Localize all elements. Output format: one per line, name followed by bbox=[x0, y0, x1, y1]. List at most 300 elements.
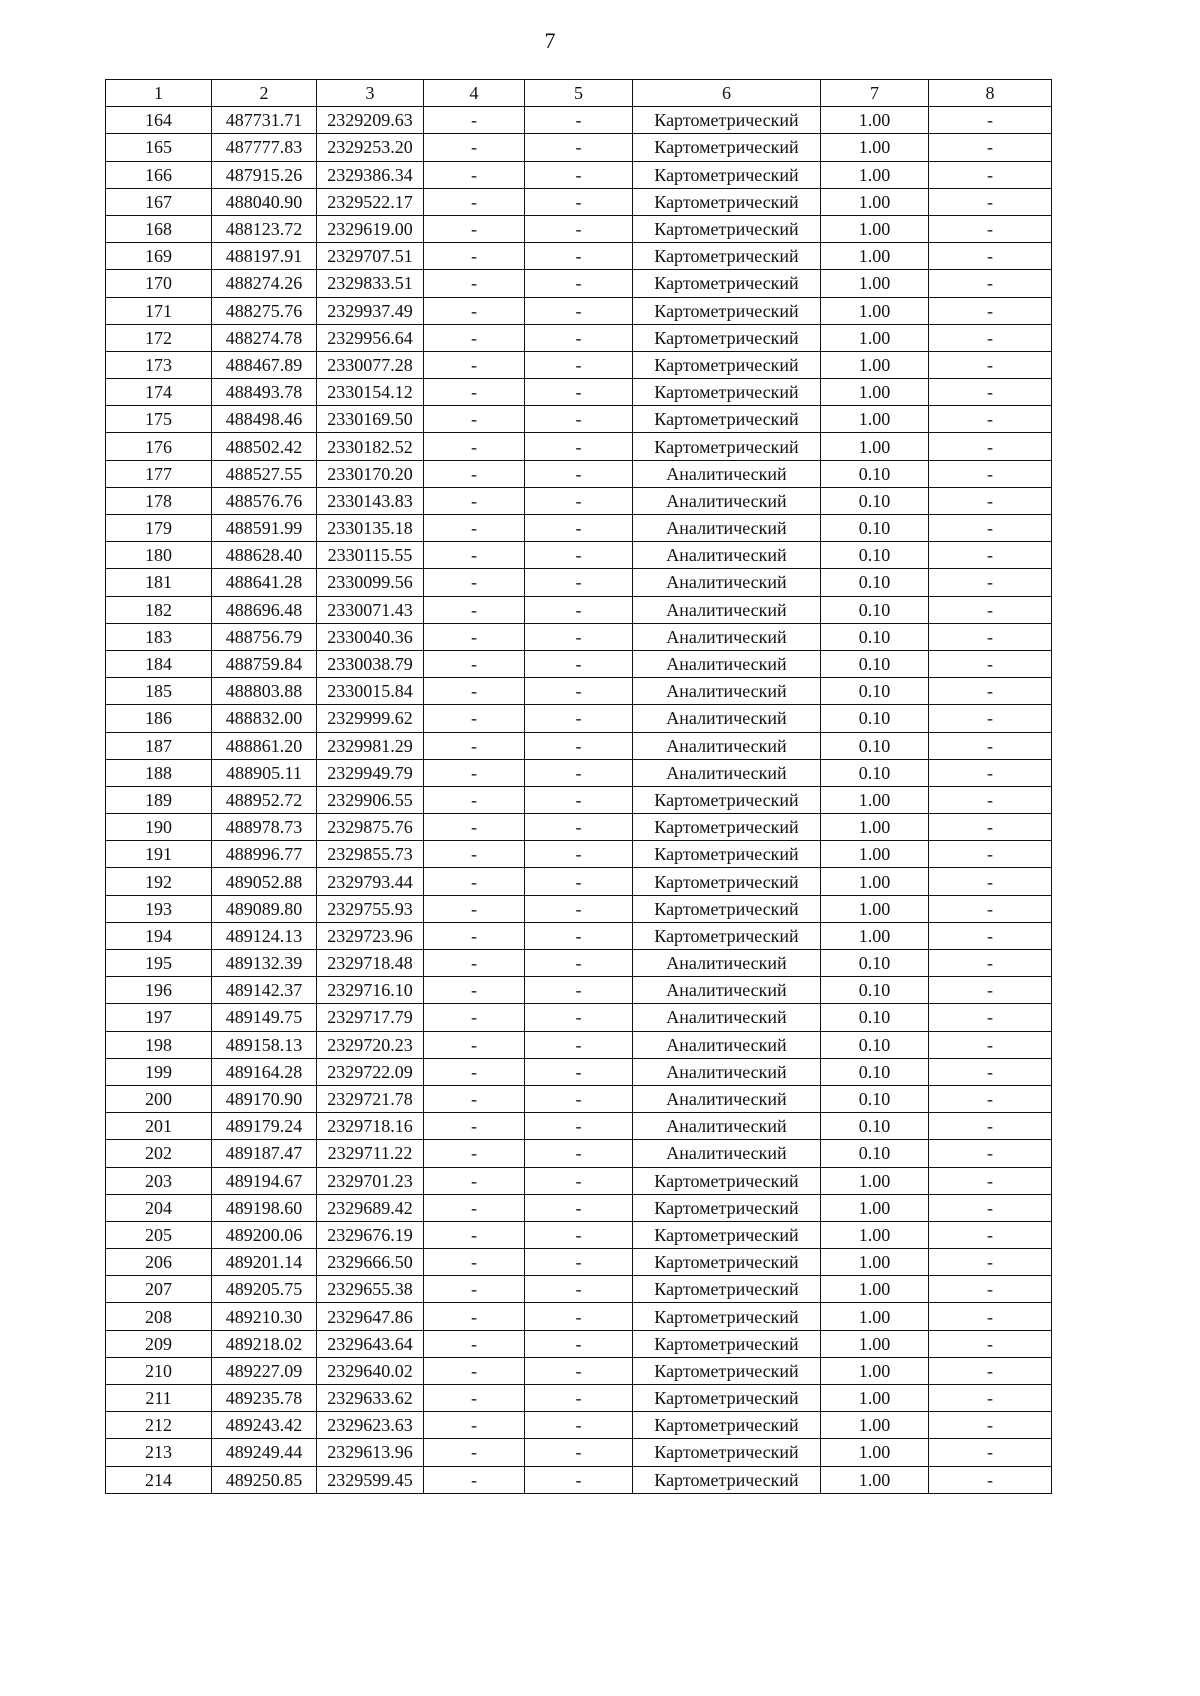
table-row bbox=[106, 1167, 1052, 1194]
y-coordinate-cell: 2329253.20 bbox=[317, 134, 424, 161]
method-cell: Картометрический bbox=[633, 107, 821, 134]
col5-cell: - bbox=[525, 460, 633, 487]
x-coordinate-cell: 489235.78 bbox=[212, 1385, 317, 1412]
col5-cell: - bbox=[525, 297, 633, 324]
method-cell: Аналитический bbox=[633, 1085, 821, 1112]
table-row bbox=[106, 1385, 1052, 1412]
accuracy-cell: 0.10 bbox=[821, 705, 929, 732]
y-coordinate-cell: 2330135.18 bbox=[317, 515, 424, 542]
point-number-cell: 194 bbox=[106, 922, 212, 949]
column-header: 4 bbox=[424, 80, 525, 107]
col8-cell: - bbox=[929, 487, 1052, 514]
accuracy-cell: 1.00 bbox=[821, 1194, 929, 1221]
x-coordinate-cell: 488756.79 bbox=[212, 623, 317, 650]
y-coordinate-cell: 2330040.36 bbox=[317, 623, 424, 650]
col4-cell: - bbox=[424, 1276, 525, 1303]
col8-cell: - bbox=[929, 841, 1052, 868]
col4-cell: - bbox=[424, 732, 525, 759]
col4-cell: - bbox=[424, 297, 525, 324]
col4-cell: - bbox=[424, 134, 525, 161]
accuracy-cell: 0.10 bbox=[821, 1031, 929, 1058]
table-row bbox=[106, 922, 1052, 949]
table-row bbox=[106, 1303, 1052, 1330]
accuracy-cell: 0.10 bbox=[821, 678, 929, 705]
x-coordinate-cell: 489250.85 bbox=[212, 1466, 317, 1493]
method-cell: Картометрический bbox=[633, 1276, 821, 1303]
col4-cell: - bbox=[424, 487, 525, 514]
accuracy-cell: 1.00 bbox=[821, 379, 929, 406]
table-row bbox=[106, 351, 1052, 378]
method-cell: Картометрический bbox=[633, 895, 821, 922]
accuracy-cell: 1.00 bbox=[821, 1466, 929, 1493]
table-body bbox=[106, 107, 1052, 1494]
table-row bbox=[106, 1221, 1052, 1248]
y-coordinate-cell: 2329720.23 bbox=[317, 1031, 424, 1058]
col8-cell: - bbox=[929, 732, 1052, 759]
accuracy-cell: 1.00 bbox=[821, 433, 929, 460]
col5-cell: - bbox=[525, 188, 633, 215]
col8-cell: - bbox=[929, 134, 1052, 161]
x-coordinate-cell: 489170.90 bbox=[212, 1085, 317, 1112]
x-coordinate-cell: 488467.89 bbox=[212, 351, 317, 378]
point-number-cell: 168 bbox=[106, 215, 212, 242]
method-cell: Картометрический bbox=[633, 1167, 821, 1194]
method-cell: Картометрический bbox=[633, 161, 821, 188]
col5-cell: - bbox=[525, 379, 633, 406]
table-row bbox=[106, 895, 1052, 922]
x-coordinate-cell: 489187.47 bbox=[212, 1140, 317, 1167]
coordinates-table bbox=[105, 79, 1052, 1494]
table-header-row bbox=[106, 80, 1052, 107]
table-row bbox=[106, 569, 1052, 596]
accuracy-cell: 1.00 bbox=[821, 1385, 929, 1412]
point-number-cell: 184 bbox=[106, 650, 212, 677]
col5-cell: - bbox=[525, 1466, 633, 1493]
y-coordinate-cell: 2329956.64 bbox=[317, 324, 424, 351]
y-coordinate-cell: 2329623.63 bbox=[317, 1412, 424, 1439]
table-row bbox=[106, 1357, 1052, 1384]
method-cell: Аналитический bbox=[633, 542, 821, 569]
point-number-cell: 185 bbox=[106, 678, 212, 705]
method-cell: Картометрический bbox=[633, 433, 821, 460]
col8-cell: - bbox=[929, 188, 1052, 215]
x-coordinate-cell: 489149.75 bbox=[212, 1004, 317, 1031]
col8-cell: - bbox=[929, 351, 1052, 378]
point-number-cell: 178 bbox=[106, 487, 212, 514]
x-coordinate-cell: 488040.90 bbox=[212, 188, 317, 215]
point-number-cell: 180 bbox=[106, 542, 212, 569]
method-cell: Картометрический bbox=[633, 188, 821, 215]
y-coordinate-cell: 2329981.29 bbox=[317, 732, 424, 759]
accuracy-cell: 1.00 bbox=[821, 406, 929, 433]
x-coordinate-cell: 488502.42 bbox=[212, 433, 317, 460]
col4-cell: - bbox=[424, 950, 525, 977]
col5-cell: - bbox=[525, 1439, 633, 1466]
y-coordinate-cell: 2329716.10 bbox=[317, 977, 424, 1004]
accuracy-cell: 0.10 bbox=[821, 732, 929, 759]
col5-cell: - bbox=[525, 623, 633, 650]
method-cell: Аналитический bbox=[633, 977, 821, 1004]
x-coordinate-cell: 489164.28 bbox=[212, 1058, 317, 1085]
col8-cell: - bbox=[929, 705, 1052, 732]
y-coordinate-cell: 2330015.84 bbox=[317, 678, 424, 705]
x-coordinate-cell: 488628.40 bbox=[212, 542, 317, 569]
point-number-cell: 192 bbox=[106, 868, 212, 895]
accuracy-cell: 1.00 bbox=[821, 1249, 929, 1276]
accuracy-cell: 1.00 bbox=[821, 786, 929, 813]
x-coordinate-cell: 489198.60 bbox=[212, 1194, 317, 1221]
x-coordinate-cell: 488641.28 bbox=[212, 569, 317, 596]
method-cell: Картометрический bbox=[633, 1194, 821, 1221]
table-row bbox=[106, 379, 1052, 406]
col8-cell: - bbox=[929, 270, 1052, 297]
method-cell: Аналитический bbox=[633, 596, 821, 623]
y-coordinate-cell: 2329701.23 bbox=[317, 1167, 424, 1194]
col5-cell: - bbox=[525, 1085, 633, 1112]
method-cell: Картометрический bbox=[633, 1439, 821, 1466]
column-header: 5 bbox=[525, 80, 633, 107]
table-row bbox=[106, 1031, 1052, 1058]
accuracy-cell: 1.00 bbox=[821, 107, 929, 134]
col8-cell: - bbox=[929, 297, 1052, 324]
y-coordinate-cell: 2329711.22 bbox=[317, 1140, 424, 1167]
point-number-cell: 210 bbox=[106, 1357, 212, 1384]
y-coordinate-cell: 2330182.52 bbox=[317, 433, 424, 460]
point-number-cell: 202 bbox=[106, 1140, 212, 1167]
table-row bbox=[106, 977, 1052, 1004]
accuracy-cell: 0.10 bbox=[821, 950, 929, 977]
point-number-cell: 182 bbox=[106, 596, 212, 623]
accuracy-cell: 0.10 bbox=[821, 1004, 929, 1031]
col8-cell: - bbox=[929, 895, 1052, 922]
col4-cell: - bbox=[424, 1412, 525, 1439]
x-coordinate-cell: 487777.83 bbox=[212, 134, 317, 161]
point-number-cell: 172 bbox=[106, 324, 212, 351]
y-coordinate-cell: 2329640.02 bbox=[317, 1357, 424, 1384]
point-number-cell: 183 bbox=[106, 623, 212, 650]
method-cell: Аналитический bbox=[633, 569, 821, 596]
method-cell: Аналитический bbox=[633, 650, 821, 677]
x-coordinate-cell: 489243.42 bbox=[212, 1412, 317, 1439]
x-coordinate-cell: 488576.76 bbox=[212, 487, 317, 514]
col8-cell: - bbox=[929, 1439, 1052, 1466]
col8-cell: - bbox=[929, 1276, 1052, 1303]
col5-cell: - bbox=[525, 814, 633, 841]
col5-cell: - bbox=[525, 950, 633, 977]
point-number-cell: 171 bbox=[106, 297, 212, 324]
col4-cell: - bbox=[424, 922, 525, 949]
col8-cell: - bbox=[929, 1004, 1052, 1031]
table-row bbox=[106, 406, 1052, 433]
col4-cell: - bbox=[424, 1140, 525, 1167]
table-row bbox=[106, 732, 1052, 759]
accuracy-cell: 0.10 bbox=[821, 977, 929, 1004]
col8-cell: - bbox=[929, 786, 1052, 813]
method-cell: Картометрический bbox=[633, 1249, 821, 1276]
method-cell: Аналитический bbox=[633, 705, 821, 732]
point-number-cell: 190 bbox=[106, 814, 212, 841]
col5-cell: - bbox=[525, 705, 633, 732]
col8-cell: - bbox=[929, 950, 1052, 977]
col5-cell: - bbox=[525, 324, 633, 351]
column-header: 7 bbox=[821, 80, 929, 107]
point-number-cell: 179 bbox=[106, 515, 212, 542]
col8-cell: - bbox=[929, 215, 1052, 242]
method-cell: Картометрический bbox=[633, 351, 821, 378]
point-number-cell: 208 bbox=[106, 1303, 212, 1330]
col4-cell: - bbox=[424, 1330, 525, 1357]
y-coordinate-cell: 2330143.83 bbox=[317, 487, 424, 514]
accuracy-cell: 0.10 bbox=[821, 460, 929, 487]
col4-cell: - bbox=[424, 1249, 525, 1276]
y-coordinate-cell: 2329833.51 bbox=[317, 270, 424, 297]
method-cell: Аналитический bbox=[633, 1004, 821, 1031]
col8-cell: - bbox=[929, 324, 1052, 351]
col8-cell: - bbox=[929, 814, 1052, 841]
method-cell: Аналитический bbox=[633, 950, 821, 977]
table-row bbox=[106, 1140, 1052, 1167]
accuracy-cell: 0.10 bbox=[821, 542, 929, 569]
col5-cell: - bbox=[525, 895, 633, 922]
col4-cell: - bbox=[424, 1439, 525, 1466]
col8-cell: - bbox=[929, 569, 1052, 596]
col8-cell: - bbox=[929, 596, 1052, 623]
col5-cell: - bbox=[525, 1412, 633, 1439]
point-number-cell: 198 bbox=[106, 1031, 212, 1058]
col5-cell: - bbox=[525, 678, 633, 705]
x-coordinate-cell: 488803.88 bbox=[212, 678, 317, 705]
col8-cell: - bbox=[929, 1031, 1052, 1058]
x-coordinate-cell: 488905.11 bbox=[212, 759, 317, 786]
col8-cell: - bbox=[929, 1167, 1052, 1194]
col5-cell: - bbox=[525, 732, 633, 759]
accuracy-cell: 0.10 bbox=[821, 569, 929, 596]
col5-cell: - bbox=[525, 868, 633, 895]
point-number-cell: 175 bbox=[106, 406, 212, 433]
col5-cell: - bbox=[525, 977, 633, 1004]
table-row bbox=[106, 814, 1052, 841]
col4-cell: - bbox=[424, 270, 525, 297]
table-row bbox=[106, 1113, 1052, 1140]
col4-cell: - bbox=[424, 705, 525, 732]
table-row bbox=[106, 1330, 1052, 1357]
table-row bbox=[106, 868, 1052, 895]
accuracy-cell: 1.00 bbox=[821, 841, 929, 868]
table-row bbox=[106, 243, 1052, 270]
point-number-cell: 204 bbox=[106, 1194, 212, 1221]
col5-cell: - bbox=[525, 351, 633, 378]
col5-cell: - bbox=[525, 215, 633, 242]
y-coordinate-cell: 2329633.62 bbox=[317, 1385, 424, 1412]
column-header: 2 bbox=[212, 80, 317, 107]
col8-cell: - bbox=[929, 623, 1052, 650]
table-row bbox=[106, 786, 1052, 813]
method-cell: Картометрический bbox=[633, 324, 821, 351]
x-coordinate-cell: 489227.09 bbox=[212, 1357, 317, 1384]
col4-cell: - bbox=[424, 1221, 525, 1248]
col4-cell: - bbox=[424, 1194, 525, 1221]
table-row bbox=[106, 1004, 1052, 1031]
col5-cell: - bbox=[525, 1194, 633, 1221]
accuracy-cell: 1.00 bbox=[821, 1330, 929, 1357]
accuracy-cell: 1.00 bbox=[821, 1412, 929, 1439]
col8-cell: - bbox=[929, 759, 1052, 786]
col5-cell: - bbox=[525, 161, 633, 188]
table-row bbox=[106, 1439, 1052, 1466]
col4-cell: - bbox=[424, 1113, 525, 1140]
x-coordinate-cell: 489142.37 bbox=[212, 977, 317, 1004]
point-number-cell: 166 bbox=[106, 161, 212, 188]
accuracy-cell: 1.00 bbox=[821, 814, 929, 841]
col8-cell: - bbox=[929, 1412, 1052, 1439]
col5-cell: - bbox=[525, 1221, 633, 1248]
x-coordinate-cell: 489249.44 bbox=[212, 1439, 317, 1466]
y-coordinate-cell: 2330154.12 bbox=[317, 379, 424, 406]
col8-cell: - bbox=[929, 243, 1052, 270]
col8-cell: - bbox=[929, 460, 1052, 487]
col4-cell: - bbox=[424, 759, 525, 786]
y-coordinate-cell: 2329722.09 bbox=[317, 1058, 424, 1085]
col5-cell: - bbox=[525, 107, 633, 134]
accuracy-cell: 1.00 bbox=[821, 215, 929, 242]
y-coordinate-cell: 2329655.38 bbox=[317, 1276, 424, 1303]
col5-cell: - bbox=[525, 1357, 633, 1384]
y-coordinate-cell: 2329999.62 bbox=[317, 705, 424, 732]
col4-cell: - bbox=[424, 1303, 525, 1330]
method-cell: Картометрический bbox=[633, 786, 821, 813]
method-cell: Аналитический bbox=[633, 487, 821, 514]
method-cell: Картометрический bbox=[633, 215, 821, 242]
point-number-cell: 199 bbox=[106, 1058, 212, 1085]
y-coordinate-cell: 2330169.50 bbox=[317, 406, 424, 433]
accuracy-cell: 0.10 bbox=[821, 1085, 929, 1112]
accuracy-cell: 1.00 bbox=[821, 243, 929, 270]
accuracy-cell: 1.00 bbox=[821, 1303, 929, 1330]
accuracy-cell: 1.00 bbox=[821, 297, 929, 324]
col8-cell: - bbox=[929, 1194, 1052, 1221]
col4-cell: - bbox=[424, 1058, 525, 1085]
point-number-cell: 195 bbox=[106, 950, 212, 977]
method-cell: Картометрический bbox=[633, 379, 821, 406]
col5-cell: - bbox=[525, 1167, 633, 1194]
col5-cell: - bbox=[525, 433, 633, 460]
y-coordinate-cell: 2329718.48 bbox=[317, 950, 424, 977]
y-coordinate-cell: 2329689.42 bbox=[317, 1194, 424, 1221]
point-number-cell: 203 bbox=[106, 1167, 212, 1194]
col4-cell: - bbox=[424, 433, 525, 460]
point-number-cell: 206 bbox=[106, 1249, 212, 1276]
col5-cell: - bbox=[525, 1385, 633, 1412]
point-number-cell: 193 bbox=[106, 895, 212, 922]
col5-cell: - bbox=[525, 786, 633, 813]
x-coordinate-cell: 488861.20 bbox=[212, 732, 317, 759]
accuracy-cell: 1.00 bbox=[821, 161, 929, 188]
col5-cell: - bbox=[525, 270, 633, 297]
column-header: 3 bbox=[317, 80, 424, 107]
col5-cell: - bbox=[525, 515, 633, 542]
method-cell: Картометрический bbox=[633, 1330, 821, 1357]
point-number-cell: 212 bbox=[106, 1412, 212, 1439]
table-row bbox=[106, 297, 1052, 324]
point-number-cell: 165 bbox=[106, 134, 212, 161]
point-number-cell: 197 bbox=[106, 1004, 212, 1031]
y-coordinate-cell: 2330077.28 bbox=[317, 351, 424, 378]
col4-cell: - bbox=[424, 542, 525, 569]
method-cell: Картометрический bbox=[633, 270, 821, 297]
x-coordinate-cell: 488274.78 bbox=[212, 324, 317, 351]
table-row bbox=[106, 1249, 1052, 1276]
column-header: 8 bbox=[929, 80, 1052, 107]
col5-cell: - bbox=[525, 1140, 633, 1167]
col8-cell: - bbox=[929, 1249, 1052, 1276]
col4-cell: - bbox=[424, 868, 525, 895]
y-coordinate-cell: 2329619.00 bbox=[317, 215, 424, 242]
point-number-cell: 214 bbox=[106, 1466, 212, 1493]
col8-cell: - bbox=[929, 868, 1052, 895]
table-row bbox=[106, 650, 1052, 677]
y-coordinate-cell: 2329666.50 bbox=[317, 1249, 424, 1276]
col4-cell: - bbox=[424, 1167, 525, 1194]
table-row bbox=[106, 1412, 1052, 1439]
point-number-cell: 209 bbox=[106, 1330, 212, 1357]
y-coordinate-cell: 2329718.16 bbox=[317, 1113, 424, 1140]
x-coordinate-cell: 489218.02 bbox=[212, 1330, 317, 1357]
col8-cell: - bbox=[929, 1113, 1052, 1140]
col4-cell: - bbox=[424, 678, 525, 705]
table-row bbox=[106, 161, 1052, 188]
accuracy-cell: 0.10 bbox=[821, 596, 929, 623]
col5-cell: - bbox=[525, 243, 633, 270]
x-coordinate-cell: 488493.78 bbox=[212, 379, 317, 406]
accuracy-cell: 0.10 bbox=[821, 1113, 929, 1140]
col5-cell: - bbox=[525, 759, 633, 786]
table-row bbox=[106, 487, 1052, 514]
x-coordinate-cell: 489194.67 bbox=[212, 1167, 317, 1194]
col5-cell: - bbox=[525, 1004, 633, 1031]
col5-cell: - bbox=[525, 134, 633, 161]
col4-cell: - bbox=[424, 406, 525, 433]
accuracy-cell: 1.00 bbox=[821, 895, 929, 922]
x-coordinate-cell: 488832.00 bbox=[212, 705, 317, 732]
point-number-cell: 191 bbox=[106, 841, 212, 868]
col8-cell: - bbox=[929, 977, 1052, 1004]
table-row bbox=[106, 270, 1052, 297]
col4-cell: - bbox=[424, 1385, 525, 1412]
x-coordinate-cell: 488759.84 bbox=[212, 650, 317, 677]
col4-cell: - bbox=[424, 215, 525, 242]
x-coordinate-cell: 488978.73 bbox=[212, 814, 317, 841]
col8-cell: - bbox=[929, 1385, 1052, 1412]
method-cell: Картометрический bbox=[633, 922, 821, 949]
x-coordinate-cell: 488696.48 bbox=[212, 596, 317, 623]
point-number-cell: 173 bbox=[106, 351, 212, 378]
method-cell: Аналитический bbox=[633, 678, 821, 705]
method-cell: Картометрический bbox=[633, 1412, 821, 1439]
accuracy-cell: 0.10 bbox=[821, 515, 929, 542]
col8-cell: - bbox=[929, 1140, 1052, 1167]
table-row bbox=[106, 623, 1052, 650]
method-cell: Картометрический bbox=[633, 868, 821, 895]
col5-cell: - bbox=[525, 1303, 633, 1330]
point-number-cell: 167 bbox=[106, 188, 212, 215]
y-coordinate-cell: 2329386.34 bbox=[317, 161, 424, 188]
y-coordinate-cell: 2329723.96 bbox=[317, 922, 424, 949]
y-coordinate-cell: 2329855.73 bbox=[317, 841, 424, 868]
col5-cell: - bbox=[525, 542, 633, 569]
col4-cell: - bbox=[424, 351, 525, 378]
col5-cell: - bbox=[525, 569, 633, 596]
method-cell: Картометрический bbox=[633, 1221, 821, 1248]
